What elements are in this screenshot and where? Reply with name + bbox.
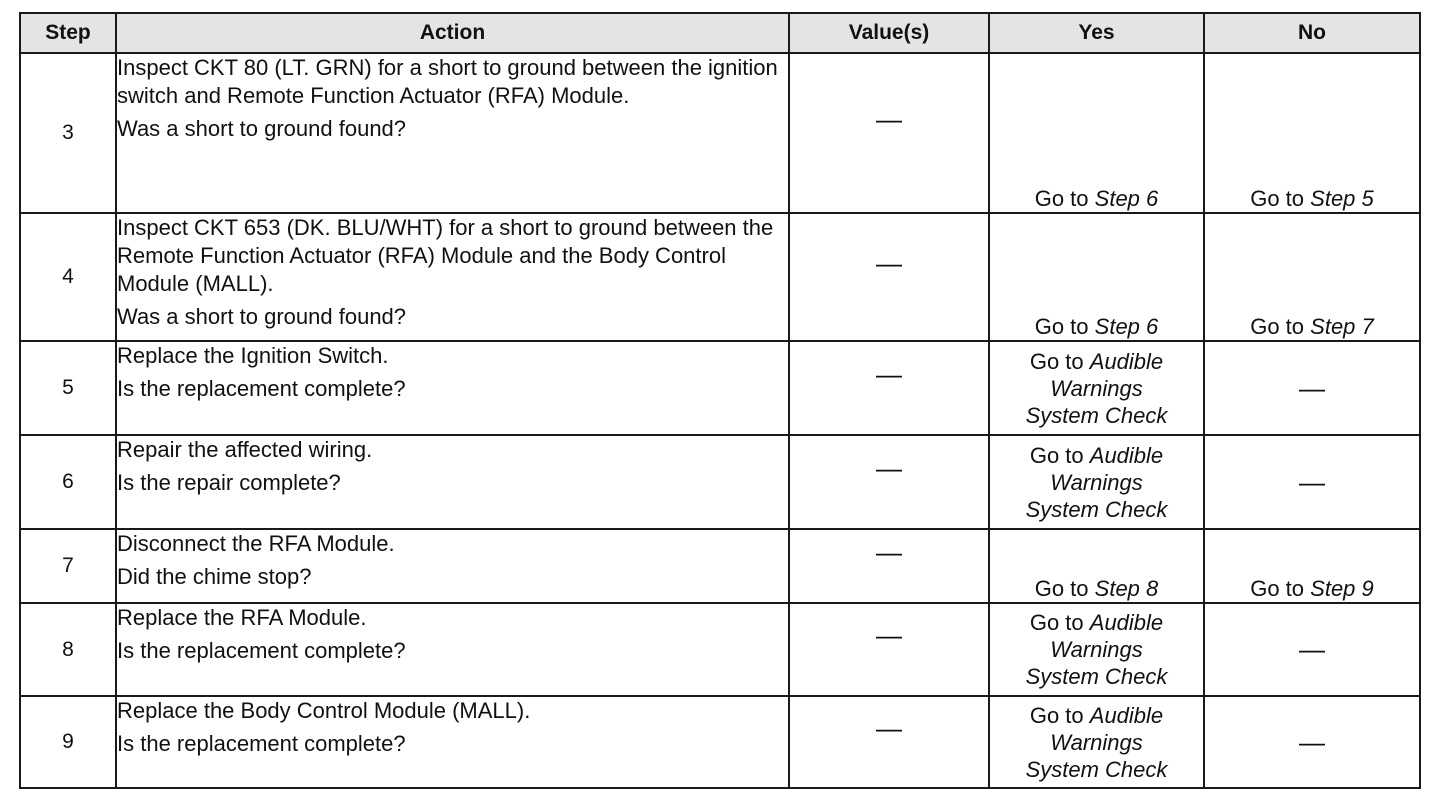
- table-row: [20, 603, 1420, 696]
- action-cell: [116, 529, 789, 603]
- yes-cell: [989, 529, 1204, 603]
- header-row: [20, 13, 1420, 53]
- header-step: Step: [20, 13, 116, 53]
- action-question: Was a short to ground found?: [117, 116, 407, 141]
- no-prefix: Go to: [1250, 314, 1305, 339]
- yes-ref-line-2: Warnings: [1050, 469, 1143, 495]
- yes-prefix: Go to: [1034, 576, 1089, 601]
- action-cell: [116, 213, 789, 341]
- yes-ref: Step 6: [1094, 186, 1159, 211]
- action-question: Did the chime stop?: [117, 564, 312, 589]
- header-values: Value(s): [789, 13, 989, 53]
- yes-cell: [989, 53, 1204, 213]
- value-cell: [789, 53, 989, 213]
- no-prefix: Go to: [1250, 186, 1305, 211]
- no-cell: [1204, 213, 1420, 341]
- value-dash: —: [876, 247, 902, 278]
- value-dash: —: [876, 620, 902, 650]
- table-row: [20, 435, 1420, 529]
- action-instruction: Replace the Body Control Module (MALL).: [117, 698, 531, 723]
- yes-cell: [989, 213, 1204, 341]
- value-cell: [789, 696, 989, 788]
- value-cell: [789, 603, 989, 696]
- yes-ref-line-2: Warnings: [1050, 729, 1143, 755]
- action-cell: [116, 435, 789, 529]
- no-cell: [1204, 529, 1420, 603]
- yes-cell: [989, 435, 1204, 529]
- action-cell: [116, 603, 789, 696]
- value-cell: [789, 529, 989, 603]
- yes-prefix: Go to: [1029, 702, 1084, 728]
- action-question: Was a short to ground found?: [117, 304, 407, 329]
- yes-ref: Step 8: [1094, 576, 1159, 601]
- step-number: 7: [20, 529, 116, 603]
- table-row: [20, 341, 1420, 435]
- value-cell: [789, 341, 989, 435]
- step-number: 5: [20, 341, 116, 435]
- value-cell: [789, 213, 989, 341]
- yes-ref-line-1: Audible: [1089, 702, 1164, 728]
- yes-ref-line-3: System Check: [1025, 496, 1168, 522]
- value-dash: —: [876, 712, 902, 743]
- no-ref: Step 5: [1310, 186, 1374, 211]
- table-row: [20, 213, 1420, 341]
- yes-ref: Step 6: [1094, 314, 1159, 339]
- action-instruction: Replace the RFA Module.: [117, 605, 367, 630]
- no-cell: —: [1204, 603, 1420, 696]
- no-cell: —: [1204, 341, 1420, 435]
- yes-ref-line-2: Warnings: [1050, 375, 1143, 401]
- action-instruction: Disconnect the RFA Module.: [117, 531, 395, 556]
- yes-ref-line-1: Audible: [1089, 442, 1164, 468]
- action-instruction: Replace the Ignition Switch.: [117, 343, 389, 368]
- action-question: Is the repair complete?: [117, 470, 341, 495]
- table-row: [20, 696, 1420, 788]
- step-number: 3: [20, 53, 116, 213]
- action-question: Is the replacement complete?: [117, 731, 406, 756]
- action-cell: [116, 341, 789, 435]
- step-number: 8: [20, 603, 116, 696]
- no-cell: [1204, 53, 1420, 213]
- yes-prefix: Go to: [1034, 314, 1089, 339]
- header-action: Action: [116, 13, 789, 53]
- yes-prefix: Go to: [1029, 348, 1084, 374]
- action-question: Is the replacement complete?: [117, 376, 406, 401]
- yes-ref-line-2: Warnings: [1050, 637, 1143, 662]
- yes-ref-line-1: Audible: [1089, 348, 1164, 374]
- yes-ref-line-3: System Check: [1025, 756, 1168, 782]
- table-row: [20, 529, 1420, 603]
- no-ref: Step 9: [1310, 576, 1374, 601]
- action-instruction: Inspect CKT 80 (LT. GRN) for a short to ground between the ignition switch and Remote Function Actuator (RFA) Module.: [117, 55, 778, 108]
- value-dash: —: [876, 103, 902, 134]
- value-cell: [789, 435, 989, 529]
- action-question: Is the replacement complete?: [117, 638, 406, 663]
- action-cell: [116, 696, 789, 788]
- yes-cell: [989, 341, 1204, 435]
- no-cell: —: [1204, 696, 1420, 788]
- yes-cell: [989, 696, 1204, 788]
- no-prefix: Go to: [1250, 576, 1305, 601]
- value-dash: —: [876, 358, 902, 389]
- action-instruction: Inspect CKT 653 (DK. BLU/WHT) for a short to ground between the Remote Function Actuator (RFA) Module and the Body Control Module (MALL).: [117, 215, 774, 296]
- header-yes: Yes: [989, 13, 1204, 53]
- no-ref: Step 7: [1310, 314, 1374, 339]
- yes-ref-line-3: System Check: [1025, 402, 1168, 428]
- yes-prefix: Go to: [1029, 442, 1084, 468]
- step-number: 9: [20, 696, 116, 788]
- step-number: 6: [20, 435, 116, 529]
- diagnostic-table: [19, 12, 1421, 789]
- table-row: [20, 53, 1420, 213]
- header-no: No: [1204, 13, 1420, 53]
- yes-cell: [989, 603, 1204, 696]
- action-instruction: Repair the affected wiring.: [117, 437, 373, 462]
- value-dash: —: [876, 452, 902, 483]
- action-cell: [116, 53, 789, 213]
- value-dash: —: [876, 536, 902, 567]
- yes-prefix: Go to: [1034, 186, 1089, 211]
- step-number: 4: [20, 213, 116, 341]
- no-cell: —: [1204, 435, 1420, 529]
- yes-ref-line-3: System Check: [1025, 664, 1168, 689]
- yes-ref-line-1: Audible: [1089, 610, 1164, 635]
- yes-prefix: Go to: [1029, 610, 1084, 635]
